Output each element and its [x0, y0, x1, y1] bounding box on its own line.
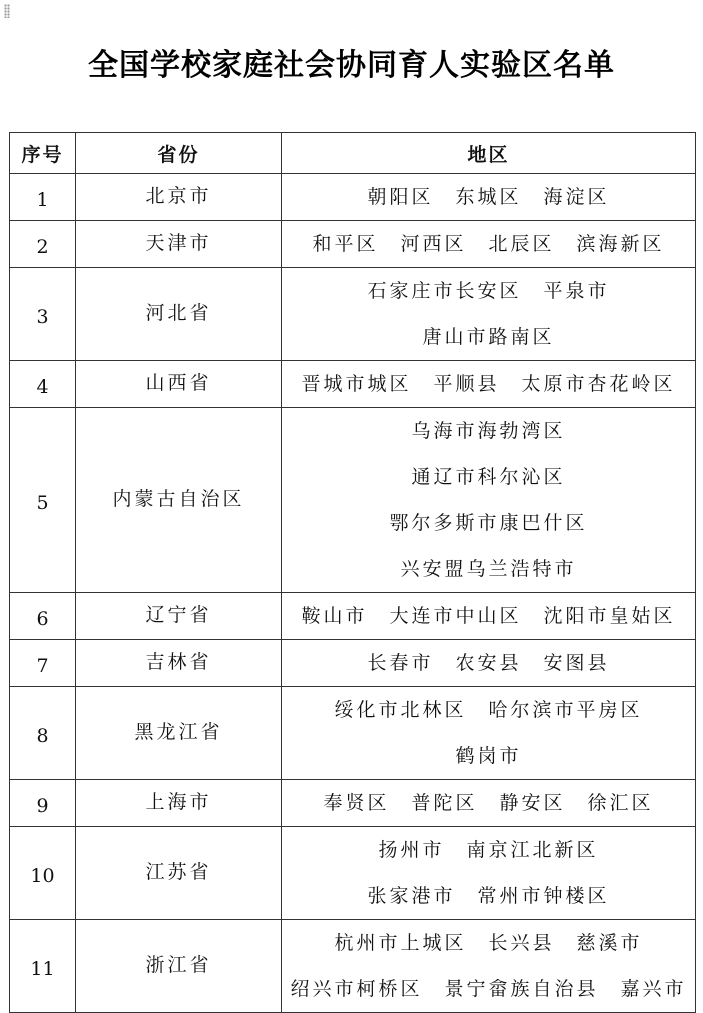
row-province: 江苏省 [76, 827, 282, 920]
region-line [282, 966, 695, 1012]
region-name: 平泉市 [543, 280, 610, 302]
row-index: 10 [10, 827, 76, 920]
region-name: 兴安盟乌兰浩特市 [400, 558, 577, 580]
region-line [282, 920, 695, 966]
table-row [10, 640, 696, 687]
table-row [10, 221, 696, 268]
region-name: 慈溪市 [576, 932, 643, 954]
row-index: 3 [10, 268, 76, 361]
region-line [282, 733, 695, 779]
table-row [10, 780, 696, 827]
row-regions [282, 780, 696, 827]
region-name: 海淀区 [543, 186, 610, 208]
region-name: 沈阳市皇姑区 [543, 605, 676, 627]
header-province: 省份 [76, 133, 282, 174]
table-row [10, 174, 696, 221]
table-row [10, 827, 696, 920]
row-index: 11 [10, 920, 76, 1013]
region-line [282, 361, 695, 407]
region-line [282, 593, 695, 639]
region-name: 东城区 [455, 186, 522, 208]
header-region: 地区 [282, 133, 696, 174]
row-regions [282, 408, 696, 593]
region-name: 绍兴市柯桥区 [290, 978, 423, 1000]
region-line [282, 408, 695, 454]
row-province: 黑龙江省 [76, 687, 282, 780]
row-province: 辽宁省 [76, 593, 282, 640]
table-row [10, 920, 696, 1013]
region-name: 景宁畲族自治县 [444, 978, 599, 1000]
row-province: 河北省 [76, 268, 282, 361]
region-line [282, 500, 695, 546]
table-row [10, 408, 696, 593]
region-line [282, 827, 695, 873]
row-province: 天津市 [76, 221, 282, 268]
region-name: 通辽市科尔沁区 [411, 466, 566, 488]
row-province: 浙江省 [76, 920, 282, 1013]
table-row [10, 268, 696, 361]
row-province: 山西省 [76, 361, 282, 408]
row-regions [282, 687, 696, 780]
row-regions [282, 640, 696, 687]
experiment-zone-table [9, 132, 696, 1013]
drag-handle-icon[interactable] [4, 4, 10, 18]
region-name: 鄂尔多斯市康巴什区 [389, 512, 588, 534]
region-name: 滨海新区 [576, 233, 665, 255]
region-name: 张家港市 [367, 885, 456, 907]
row-index: 8 [10, 687, 76, 780]
row-regions [282, 361, 696, 408]
row-index: 1 [10, 174, 76, 221]
row-index: 4 [10, 361, 76, 408]
region-name: 河西区 [400, 233, 467, 255]
row-regions [282, 920, 696, 1013]
page-title: 全国学校家庭社会协同育人实验区名单 [88, 48, 615, 83]
row-index: 9 [10, 780, 76, 827]
region-line [282, 221, 695, 267]
region-name: 平顺县 [433, 373, 500, 395]
region-name: 长春市 [367, 652, 434, 674]
region-name: 普陀区 [411, 792, 478, 814]
region-line [282, 454, 695, 500]
table-body [10, 174, 696, 1013]
region-line [282, 640, 695, 686]
region-line [282, 873, 695, 919]
row-regions [282, 268, 696, 361]
region-name: 朝阳区 [367, 186, 434, 208]
region-name: 嘉兴市 [620, 978, 687, 1000]
row-regions [282, 221, 696, 268]
region-line [282, 687, 695, 733]
header-index: 序号 [10, 133, 76, 174]
row-index: 2 [10, 221, 76, 268]
region-name: 和平区 [312, 233, 379, 255]
region-name: 静安区 [499, 792, 566, 814]
region-name: 扬州市 [378, 839, 445, 861]
region-name: 鞍山市 [301, 605, 368, 627]
region-name: 乌海市海勃湾区 [411, 420, 566, 442]
table-row [10, 361, 696, 408]
region-name: 常州市钟楼区 [477, 885, 610, 907]
region-name: 北辰区 [488, 233, 555, 255]
region-line [282, 174, 695, 220]
region-name: 农安县 [455, 652, 522, 674]
row-province: 内蒙古自治区 [76, 408, 282, 593]
row-province: 吉林省 [76, 640, 282, 687]
region-name: 石家庄市长安区 [367, 280, 522, 302]
region-name: 南京江北新区 [466, 839, 599, 861]
region-name: 安图县 [543, 652, 610, 674]
table-row [10, 687, 696, 780]
region-line [282, 268, 695, 314]
row-regions [282, 593, 696, 640]
region-name: 鹤岗市 [455, 745, 522, 767]
region-name: 哈尔滨市平房区 [488, 699, 643, 721]
row-regions [282, 827, 696, 920]
row-regions [282, 174, 696, 221]
row-index: 6 [10, 593, 76, 640]
region-line [282, 780, 695, 826]
row-index: 7 [10, 640, 76, 687]
row-province: 北京市 [76, 174, 282, 221]
region-name: 太原市杏花岭区 [521, 373, 676, 395]
region-name: 大连市中山区 [389, 605, 522, 627]
table-row [10, 593, 696, 640]
region-name: 奉贤区 [323, 792, 390, 814]
region-name: 杭州市上城区 [334, 932, 467, 954]
region-name: 徐汇区 [587, 792, 654, 814]
row-province: 上海市 [76, 780, 282, 827]
region-name: 绥化市北林区 [334, 699, 467, 721]
region-line [282, 546, 695, 592]
region-name: 唐山市路南区 [422, 326, 555, 348]
region-name: 晋城市城区 [301, 373, 412, 395]
region-line [282, 314, 695, 360]
row-index: 5 [10, 408, 76, 593]
region-name: 长兴县 [488, 932, 555, 954]
table-header-row [10, 133, 696, 174]
